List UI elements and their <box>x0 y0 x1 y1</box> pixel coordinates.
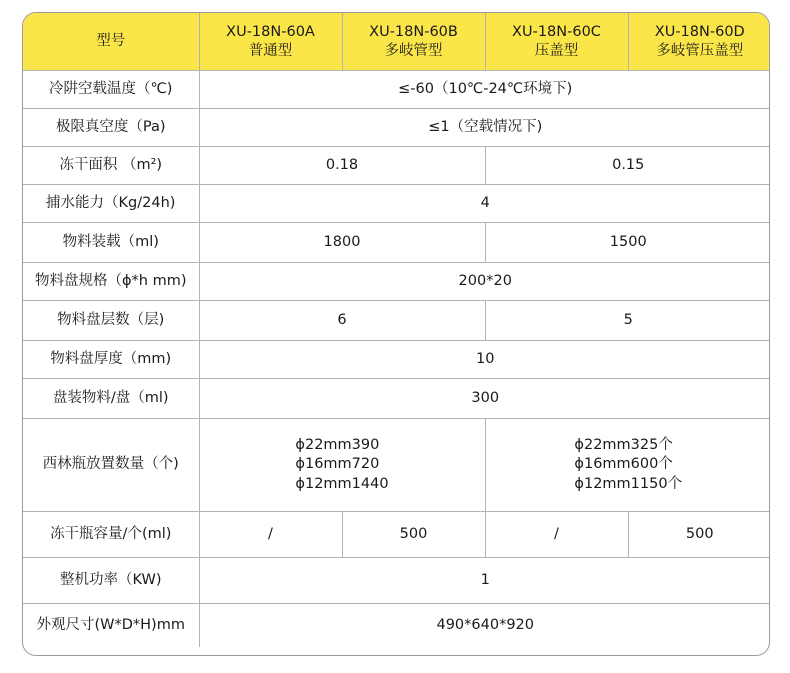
value-flask-b: 500 <box>342 512 485 558</box>
row-label-vacuum: 极限真空度（Pa) <box>23 109 199 147</box>
row-label-temp: 冷阱空载温度（℃) <box>23 71 199 109</box>
value-temp: ≤-60（10℃-24℃环境下) <box>199 71 770 109</box>
spec-table-container <box>22 12 770 656</box>
value-flask-d: 500 <box>628 512 770 558</box>
row-label-thickness: 物料盘厚度（mm) <box>23 341 199 379</box>
row-label-tray-spec: 物料盘规格（ϕ*h mm) <box>23 263 199 301</box>
row-label-load: 物料装载（ml) <box>23 223 199 263</box>
model-d-header <box>628 13 770 71</box>
header-label: 型号 <box>23 13 199 71</box>
vials-cd-item: ϕ12mm1150个 <box>574 475 683 492</box>
table-row <box>23 604 770 647</box>
value-layers-ab: 6 <box>199 301 485 341</box>
spec-table <box>23 13 770 647</box>
value-size: 490*640*920 <box>199 604 770 647</box>
value-tray-spec: 200*20 <box>199 263 770 301</box>
table-row <box>23 379 770 419</box>
vials-cd-item: ϕ22mm325个 <box>574 436 673 453</box>
model-b-type: 多岐管型 <box>384 42 443 59</box>
vials-cd-item: ϕ16mm600个 <box>574 456 673 473</box>
table-row <box>23 263 770 301</box>
model-d-type: 多岐管压盖型 <box>656 42 744 59</box>
value-vials-cd <box>485 419 770 512</box>
model-d-code: XU-18N-60D <box>654 23 745 40</box>
model-b-code: XU-18N-60B <box>369 23 458 40</box>
table-row <box>23 223 770 263</box>
table-row <box>23 341 770 379</box>
table-row <box>23 419 770 512</box>
value-vials-ab <box>199 419 485 512</box>
value-load-ab: 1800 <box>199 223 485 263</box>
model-c-code: XU-18N-60C <box>512 23 601 40</box>
value-flask-a: / <box>199 512 342 558</box>
vials-ab-list <box>295 436 388 495</box>
table-row <box>23 185 770 223</box>
model-a-type: 普通型 <box>248 42 293 59</box>
row-label-area: 冻干面积 （m²) <box>23 147 199 185</box>
row-label-layers: 物料盘层数（层) <box>23 301 199 341</box>
row-label-flask: 冻干瓶容量/个(ml) <box>23 512 199 558</box>
model-a-code: XU-18N-60A <box>226 23 315 40</box>
table-row <box>23 109 770 147</box>
model-b-header <box>342 13 485 71</box>
table-row <box>23 301 770 341</box>
table-row <box>23 147 770 185</box>
value-area-ab: 0.18 <box>199 147 485 185</box>
model-a-header <box>199 13 342 71</box>
table-row <box>23 558 770 604</box>
vials-cd-list <box>574 436 682 495</box>
value-vacuum: ≤1（空载情况下) <box>199 109 770 147</box>
value-water: 4 <box>199 185 770 223</box>
value-per-tray: 300 <box>199 379 770 419</box>
vials-ab-item: ϕ16mm720 <box>295 456 380 473</box>
value-power: 1 <box>199 558 770 604</box>
table-row <box>23 71 770 109</box>
value-flask-c: / <box>485 512 628 558</box>
value-thickness: 10 <box>199 341 770 379</box>
vials-ab-item: ϕ12mm1440 <box>295 475 389 492</box>
value-layers-cd: 5 <box>485 301 770 341</box>
value-load-cd: 1500 <box>485 223 770 263</box>
row-label-size: 外观尺寸(W*D*H)mm <box>23 604 199 647</box>
row-label-water: 捕水能力（Kg/24h) <box>23 185 199 223</box>
row-label-power: 整机功率（KW) <box>23 558 199 604</box>
header-row <box>23 13 770 71</box>
model-c-type: 压盖型 <box>534 42 579 59</box>
model-c-header <box>485 13 628 71</box>
table-row <box>23 512 770 558</box>
value-area-cd: 0.15 <box>485 147 770 185</box>
row-label-vials: 西林瓶放置数量（个) <box>23 419 199 512</box>
row-label-per-tray: 盘装物料/盘（ml) <box>23 379 199 419</box>
vials-ab-item: ϕ22mm390 <box>295 436 380 453</box>
